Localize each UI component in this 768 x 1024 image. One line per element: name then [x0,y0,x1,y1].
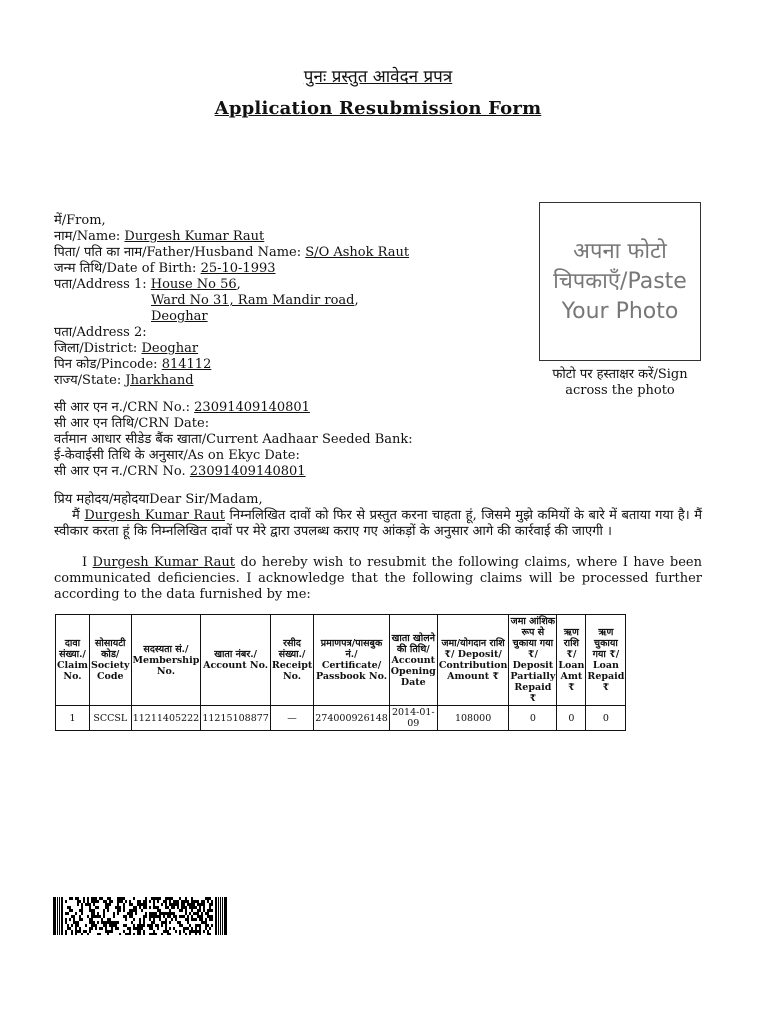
address1-row2: Ward No 31, Ram Mandir road, [151,293,359,308]
crn-no-label: सी आर एन न./CRN No.: [54,400,191,415]
sender-block [54,213,409,389]
photo-caption: फोटो पर हस्ताक्षर करें/Sign across the photo [552,367,688,398]
district-row [54,341,409,357]
district-value: Deoghar [141,341,199,356]
state-row [54,373,409,389]
name-row [54,229,409,245]
crn-no-value: 23091409140801 [194,400,310,415]
header-deposit-amount: जमा/योगदान राशि ₹/ Deposit/ Contribution Amount ₹ [437,615,509,706]
pincode-label: पिन कोड/Pincode: [54,357,158,372]
bank-label: वर्तमान आधार सीडेड बैंक खाता/Current Aadhaar Seeded Bank: [54,432,413,447]
cell-receipt-no: — [270,706,313,731]
header-loan-repaid: ऋण चुकाया गया ₹/ Loan Repaid ₹ [586,615,626,706]
photo-box [539,202,701,361]
address1-row3 [54,309,409,325]
photo-placeholder: अपना फोटो चिपकाएँ/Paste Your Photo [553,238,687,324]
salutation: प्रिय महोदय/महोदयाDear Sir/Madam, [54,492,263,507]
claims-table [55,614,626,731]
crn-date-label: सी आर एन तिथि/CRN Date: [54,416,210,431]
cell-partially-repaid: 0 [509,706,557,731]
table-header-row [56,615,626,706]
crn-block [54,400,413,480]
hindi-paragraph [54,508,702,540]
title-hindi: पुनः प्रस्तुत आवेदन प्रपत्र [303,67,453,87]
hindi-prefix: मैं [72,508,80,523]
cell-membership-no: 11211405222 [131,706,201,731]
header-loan-amt: ऋण राशि ₹/ Loan Amt ₹ [557,615,586,706]
header-account-no: खाता नंबर./ Account No. [201,615,271,706]
cell-certificate-no: 274000926148 [314,706,390,731]
father-value: S/O Ashok Raut [305,245,410,260]
dob-row [54,261,409,277]
english-name: Durgesh Kumar Raut [92,555,235,570]
address1-line2: Ward No 31, Ram Mandir road [151,293,355,308]
dob-value: 25-10-1993 [200,261,276,276]
english-prefix: I [82,555,88,570]
header-opening-date: खाता खोलने की तिथि/ Account Opening Date [389,615,437,706]
state-value: Jharkhand [125,373,194,388]
header-partially-repaid: जमा आंशिक रूप से चुकाया गया ₹/ Deposit Partially Repaid ₹ [510,616,556,704]
hindi-body: निम्नलिखित दावों को फिर से प्रस्तुत करना चाहता हूं, जिसमे मुझे कमियों के बारे में बताया गया है। मैं स्वीकार करता हूं कि निम्नलिखित दावों पर मेरे द्वारा उपलब्ध कराए गए आंकड़ों के अनुसार आगे की कार्रवाई की जाएगी । [54,508,702,539]
barcode-icon [53,897,227,935]
address2-label: पता/Address 2: [54,325,147,340]
title-english: Application Resubmission Form [214,98,542,119]
pincode-row [54,357,409,373]
address1-line3: Deoghar [151,309,208,324]
address1-line1: House No 56 [150,277,237,292]
header-society-code: सोसायटी कोड/ Society Code [89,615,131,706]
father-row [54,245,409,261]
hindi-name: Durgesh Kumar Raut [84,508,225,523]
dob-label: जन्म तिथि/Date of Birth: [54,261,197,276]
cell-loan-repaid: 0 [586,706,626,731]
district-label: जिला/District: [54,341,138,356]
from-label: में/From, [54,213,106,228]
crn-no2-value: 23091409140801 [189,464,306,479]
ekyc-label: ई-केवाईसी तिथि के अनुसार/As on Ekyc Date: [54,448,300,463]
cell-account-no: 11215108877 [201,706,271,731]
cell-loan-amt: 0 [557,706,586,731]
english-paragraph [54,555,702,603]
state-label: राज्य/State: [54,373,122,388]
cell-society-code: SCCSL [89,706,131,731]
english-body: do hereby wish to resubmit the following claims, where I have been communicated deficiencies. I acknowledge that the following claims will be processed further according to the data furnished by me: [54,555,702,602]
crn-no-row [54,400,413,416]
cell-claim-no: 1 [56,706,90,731]
table-row [56,706,626,731]
father-label: पिता/ पति का नाम/Father/Husband Name: [54,245,302,260]
crn-no2-row [54,464,413,480]
crn-no2-label: सी आर एन न./CRN No. [54,464,186,479]
address1-row: पता/Address 1: House No 56, [54,277,241,292]
name-value: Durgesh Kumar Raut [124,229,265,244]
header-certificate-no: प्रमाणपत्र/पासबुक नं./ Certificate/ Passbook No. [314,615,390,706]
name-label: नाम/Name: [54,229,121,244]
header-membership-no: सदस्यता सं./ Membership No. [131,615,201,706]
pincode-value: 814112 [161,357,212,372]
cell-opening-date: 2014-01-09 [389,706,437,731]
header-receipt-no: रसीद संख्या./ Receipt No. [270,615,313,706]
cell-deposit-amount: 108000 [437,706,509,731]
address1-label: पता/Address 1: [54,277,147,292]
header-claim-no: दावा संख्या./ Claim No. [56,615,90,706]
